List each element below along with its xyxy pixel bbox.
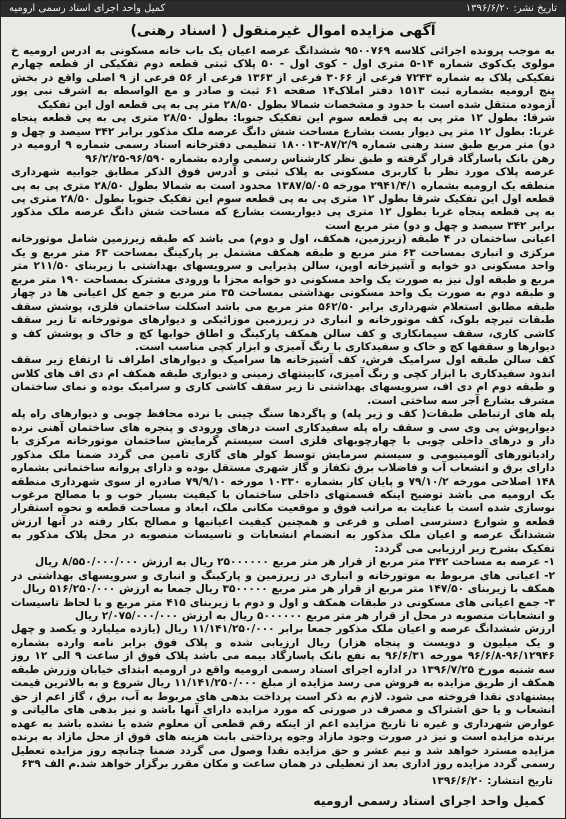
paragraph-2: شرقا: بطول ۱۲ متر پی به پی قطعه سوم این تفکیک جنوبا: بطول ۲۸/۵۰ متری پی به پی قطعه پنجاه غربا: بطول ۱۲ متر پی دیوار بست بشارع مساحت شش دانگ عرصه ملک مذکور برابر ۳۴۲ سیصد و چهل و دو) متر مربع طبق سند رهنی شماره ۸۷/۲/۹-۱۸۰۰۱۳ تنظیمی دفترخانه اسناد رسمی شماره ۹ ارومیه در رهن بانک پاسارگاد قرار گرفته و طبق نظر کارشناس رسمی وارده بشماره ۹۶/۵۹۰-۹۶/۲/۲۵ bbox=[11, 112, 555, 165]
paragraph-4: اعیانی ساختمان در ۴ طبقه (زیرزمین، همکف، اول و دوم) می باشد که طبقه زیرزمین شامل موتورخانه مرکزی و انباری بمساحت ۶۳ متر مربع و طبقه همکف مشتمل بر پارکینگ بمساحت ۶۳ متر مربع و یک واحد مسکونی دو خوابه و آشپزخانه اوپن، سالن پذیرایی و سرویسهای بهداشتی با زیربنای ۲۱۱/۵۰ متر مربع و طبقه اول نیز به صورت یک واحد مسکونی دو خوابه مجزا با ورودی مشترک بمساحت ۱۹۰ متر مربع و طبقه دوم به صورت یک واحد مسکونی بهداشتی بمساحت ۳۵ متر مربع و جمع کل اعیانی ها در چهار طبقه مطابق استعلام شهرداری برابر ۵۶۲/۵۰ متر مربع می باشد اسکلت ساختمان فلزی، پوشش سقف طبقات تیرچه بلوک، کف موتورخانه و انباری در زیرزمین موزائیکی و دیوارهای موتورخانه تا زیر سقف کاشی کاری، سقف سیمانکاری و کف سالن همکف پارکینگ و اطاق خوابها کچ و خاک و پوشش کف و دیوارها و سقفها کچ و خاک و سفیدکاری با رنگ آمیزی و ابزار کچی مناسب است. bbox=[11, 233, 555, 353]
header-office: کمیل واحد اجرای اسناد رسمی ارومیه bbox=[9, 3, 166, 14]
header-strip bbox=[1, 1, 565, 17]
paragraph-auction-terms: ارزش ششدانگ عرصه و اعیان ملک مذکور جمعا برابر ۱۱/۱۴۱/۲۵۰/۰۰۰ ریال (یازده میلیارد و یکصد و چهل و یک میلیون و دویست و پنجاه هزار) ریال ارزیابی شده و پلاک فوق برابر نامه وارده بشماره ۹۶/۱۲۹۴۶-۹۶/۶/۸ مورخه ۹۶/۶/۳۱ به نفع بانک پاسارگاد بیمه می باشد پلاک فوق از ساعت ۹ الی ۱۲ روز سه شنبه مورخ ۱۳۹۶/۷/۲۵ در اداره اجرای اسناد رسمی ارومیه واقع در ارومیه ابتدای خیابان وزرش طبقه همکف از طریق مزایده به فروش می رسد مزایده از مبلغ ۱۱/۱۴۱/۲۵۰/۰۰۰ ریال شروع و به بالاترین قیمت پیشنهادی نقدا فروخته می شود. لازم به ذکر است پرداخت بدهی های مربوط به آب، برق ، گاز اعم از حق انشعاب و یا حق اشتراک و مصرف در صورتی که مورد مزایده دارای آنها باشد و نیز بدهی های مالیاتی و عوارض شهرداری و غیره تا تاریخ مزایده اعم از اینکه رقم قطعی آن معلوم شده یا نشده باشد به عهده برنده مزایده است و نیز در صورت وجود مازاد وجوه پرداختی بابت هزینه های فوق از محل مازاد به برنده مزایده مسترد خواهد شد و نیم عشر و حق مزایده نقدا وصول می گردد ضمنا چنانچه روز مزایده تعطیل رسمی گردد مزایده روز اداری بعد از تعطیلی در همان ساعت و مکان مقرر برگزار خواهد شد.م الف ۶۳۹ bbox=[11, 623, 555, 771]
paragraph-5: کف سالن طبقه اول سرامیک فرش، کف آشپزخانه ها سرامیک و دیوارهای اطراف تا ارتفاع زیر سقف اندود سفیدکاری با ابزار کچی و رنگ آمیزی، کابینتهای زمینی و دیواری طبقه همکف ام دی اف های کلاس و طبقه دوم ام دی اف، سرویسهای بهداشتی تا زیر سقف کاشی کاری و سرامیک بوده و نمای ساختمان مشرف بشارع آجر سه ساختی است. bbox=[11, 354, 555, 407]
publish-date: تاریخ انتشار: ۱۳۹۶/۶/۲۰ bbox=[431, 775, 553, 787]
notice-title: آگهی مزایده اموال غیرمنقول ( اسناد رهنی) bbox=[130, 23, 436, 39]
valuation-item-1: ۱- عرصه به مساحت ۳۴۲ متر مربع از قرار هر متر مربع ۲۵۰۰۰۰۰۰ ریال به ارزش ۸/۵۵۰/۰۰۰/۰۰۰ ریال bbox=[34, 556, 555, 569]
valuation-item-2: ۲- اعیانی های مربوط به موتورخانه و انباری در زیرزمین و پارکینگ و انباری و سرویسهای بهداشتی در همکف با زیربنای ۱۴۷/۵۰ متر مربع از قرار هر متر مربع ۳۵۰۰۰۰۰ ریال جمعا به ارزش ۵۱۶/۲۵۰/۰۰۰ ریال bbox=[11, 569, 555, 596]
header-date: تاریخ نشر: ۱۳۹۶/۶/۲۰ bbox=[465, 3, 557, 14]
valuation-item-3: ۳- جمع اعیانی های مسکونی در طبقات همکف و اول و دوم با زیربنای ۴۱۵ متر مربع و با لحاظ تاسیسات و انشعابات منصوبه در محل از قرار هر متر مربع ۵۰۰۰۰۰۰ ریال به ارزش ۲/۰۷۵/۰۰۰/۰۰۰ ریال bbox=[11, 596, 555, 623]
paragraph-3: عرصه پلاک مورد نظر با کاربری مسکونی به پلاک ثبتی و آدرس فوق الذکر مطابق جوابیه شهرداری منطقه یک ارومیه بشماره ۲۹۴۱/۴/۱ مورخه ۱۳۸۷/۵/۰۵ محدود است به شمالا بطول ۲۸/۵۰ متری پی به پی قطعه اول این تفکیک شرقا بطول ۱۲ متری پی به پی قطعه سوم این تفکیک جنوبا بطول ۲۸/۵۰ متری پی به پی قطعه پنجاه غربا بطول ۱۲ متری پی دیواربست بشارع که مساحت شش دانگ عرصه ملک مذکور برابر ۳۴۲ سیصد و چهل و دو) متر مربع است bbox=[11, 166, 555, 232]
paragraph-6: پله های ارتباطی طبقات( کف و زیر پله) و پاگردها سنگ چینی با نرده محافظ چوبی و دیوارهای راه پله دیوارپوش پی وی سی و سقف راه پله سفیدکاری است درهای ورودی و پنجره های ساختمان آهنی نرده دار و درهای داخلی چوبی با چهارچوبهای فلزی است سیستم گرمایش ساختمان موتورخانه مرکزی با رادیاتورهای آلومینیومی و سیستم سرمایش توسط کولر های گازی تامین می گردد ضمنا ملک مذکور دارای برق و انشعاب آب و فاضلاب برق تکفاز و گاز شهری مستقل بوده و دارای پروانه ساختمانی بشماره ۱۴۸ اصلاحی مورخه ۷۹/۱۰/۲ و پایان کار بشماره ۱۰۳۳۰ مورخه ۷۹/۹/۱۰ صادره از سوی شهرداری منطقه یک ارومیه می باشد توضیح اینکه قسمتهای داخلی ساختمان با کیفیت بسیار خوب و با مصالح مرغوب نوسازی شده است با عنایت به مراتب فوق و موقعیت مکانی ملک، ابعاد و مساحت قطعه و نحوه استقرار قطعه و شوارع دسترسی اصلی و فرعی و همچنین کیفیت اعیانیها و مصالح بکار رفته در آنها ارزش ششدانگ عرصه و اعیان ملک مذکور به انضمام انشعابات و تاسیسات منصوبه در محل پلاک مذکور به تفکیک بشرح زیر ارزیابی می گردد: bbox=[11, 408, 555, 555]
issuer-signature: کمیل واحد اجرای اسناد رسمی ارومیه bbox=[313, 793, 545, 808]
paragraph-1: به موجب پرونده اجرائی کلاسه ۹۵۰۰۷۶۹ ششدانگ عرصه اعیان یک باب خانه مسکونی به آدرس ارومیه خ مولوی یک‌کوی شماره ۱۴-۵ متری اول - کوی اول - ۵۰ پلاک ثبتی قطعه دوم تفکیکی از قطعه چهارم تفکیکی پلاک به شماره ۷۲۴۳ فرعی از ۳۰۶۶ فرعی از ۱۳۶۳ فرعی از ۵۶ فرعی از ۹ اصلی واقع در بخش پنج ارومیه بشماره ثبت ۱۵۱۳ دفتر املاک۱۴ صفحه ۶۱ ثبت و صادر و مع الواسطه به اشرف نبی پور آزموده منتقل شده است با حدود و مشخصات شمالا بطول ۲۸/۵۰ متر پی به پی قطعه اول این تفکیک bbox=[11, 45, 555, 111]
notice-body bbox=[11, 45, 555, 773]
